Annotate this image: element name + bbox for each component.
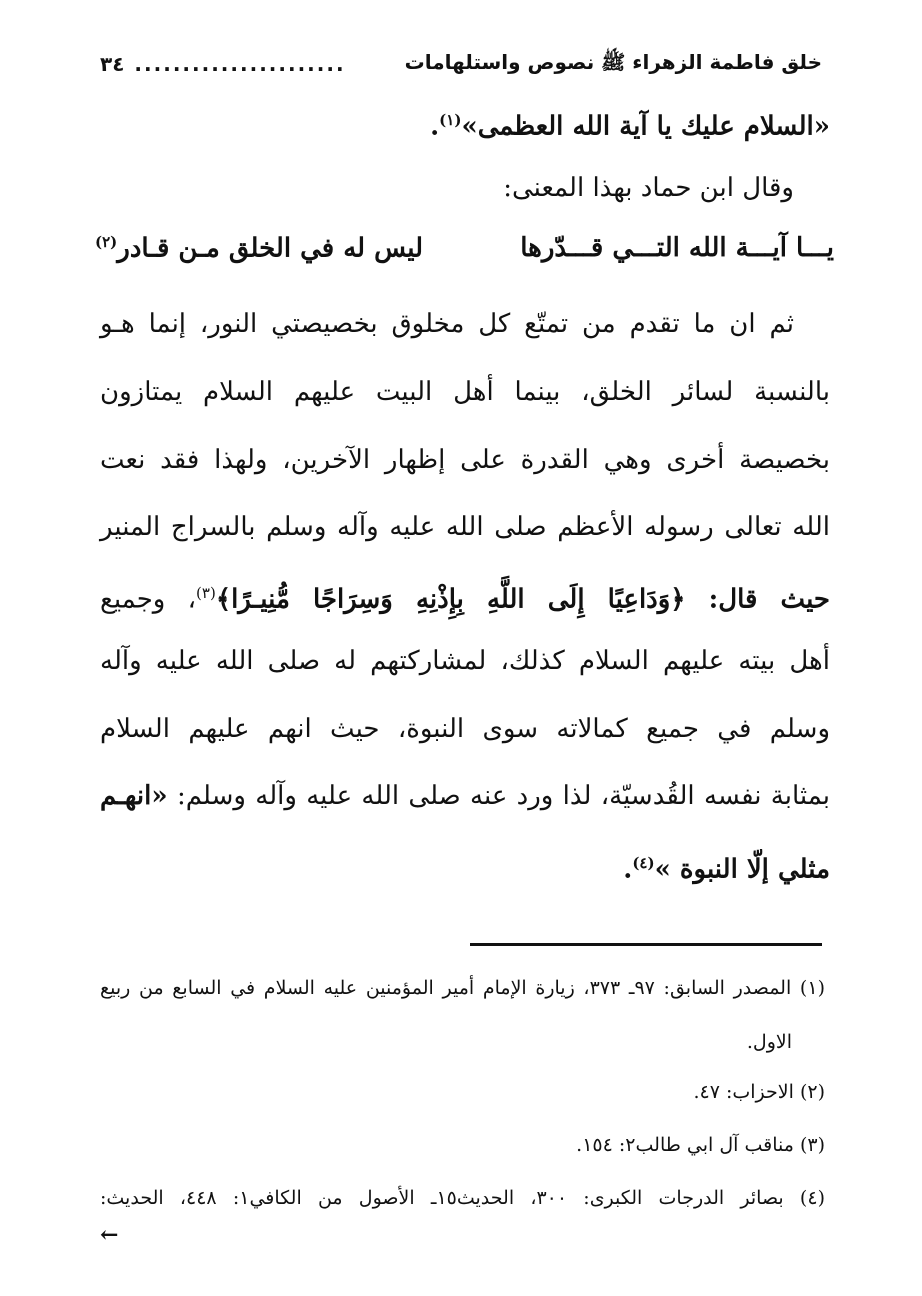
- paragraph-line-1: ثم ان ما تقدم من تمتّع كل مخلوق بخصيصتي النور، إنما هـو: [100, 309, 794, 339]
- paragraph-line-9: مثلي إلّا النبوة »$^{(٤)}$.: [623, 854, 830, 885]
- paragraph-line-2: بالنسبة لسائر الخلق، بينما أهل البيت عليهم السلام يمتازون: [100, 377, 830, 407]
- paragraph-line-3: بخصيصة أخرى وهي القدرة على إظهار الآخرين، ولهذا فقد نعت: [100, 445, 830, 475]
- paragraph-line-7: وسلم في جميع كمالاته سوى النبوة، حيث انهم عليهم السلام: [100, 714, 830, 744]
- footnote-4: (٤) بصائر الدرجات الكبرى: ٣٠٠، الحديث١٥ـ الأصول من الكافي١: ٤٤٨، الحديث:: [100, 1187, 825, 1209]
- footnote-2: (٢) الاحزاب: ٤٧.: [693, 1081, 825, 1103]
- paragraph-line-4: الله تعالى رسوله الأعظم صلى الله عليه وآله وسلم بالسراج المنير: [100, 512, 830, 542]
- continue-arrow-icon: ←: [100, 1222, 119, 1248]
- verse-first-hemistich: يـــا آيـــة الله التـــي قـــدّرها: [520, 233, 834, 263]
- header-title: خلق فاطمة الزهراء ﷺ نصوص واستلهامات: [404, 49, 822, 74]
- running-header: [100, 44, 822, 84]
- paragraph-line-5: حيث قال: ﴿وَدَاعِيًا إِلَى اللَّهِ بِإِذْنِهِ وَسِرَاجًا مُّنِيـرًا﴾$^{(٣)}$، وجميع: [100, 584, 831, 615]
- footnote-separator: [470, 943, 822, 946]
- verse-second-hemistich: ليس له في الخلق مـن قـادر$^{(٢)}$: [95, 232, 424, 264]
- footnote-ref-2: (٢): [95, 232, 118, 251]
- header-dots: ......................: [134, 52, 346, 76]
- intro-line: وقال ابن حماد بهذا المعنى:: [503, 173, 794, 203]
- paragraph-line-6: أهل بيته عليهم السلام كذلك، لمشاركتهم له صلى الله عليه وآله: [100, 646, 830, 676]
- footnote-3: (٣) مناقب آل ابي طالب٢: ١٥٤.: [576, 1134, 825, 1156]
- footnote-ref-1: (١): [439, 111, 462, 129]
- quran-verse: حيث قال: ﴿وَدَاعِيًا إِلَى اللَّهِ بِإِذْنِهِ وَسِرَاجًا مُّنِيـرًا﴾: [215, 584, 831, 615]
- footnote-ref-4: (٤): [632, 854, 655, 872]
- poem-verse: [95, 226, 834, 270]
- quote-line: «السلام عليك يا آية الله العظمى»$^{(١)}$.: [430, 111, 830, 142]
- paragraph-line-8: بمثابة نفسه القُدسيّة، لذا ورد عنه صلى الله عليه وآله وسلم: «انهـم: [100, 781, 830, 811]
- footnote-ref-3: (٣): [196, 584, 216, 602]
- quote-text: «السلام عليك يا آية الله العظمى»: [461, 111, 830, 142]
- footnote-1-line-1: (١) المصدر السابق: ٩٧ـ ٣٧٣، زيارة الإمام أمير المؤمنين عليه السلام في السابع من ربيع: [100, 977, 825, 999]
- footnote-1-line-2: الاول.: [746, 1031, 792, 1053]
- page-number: ٣٤: [100, 52, 125, 76]
